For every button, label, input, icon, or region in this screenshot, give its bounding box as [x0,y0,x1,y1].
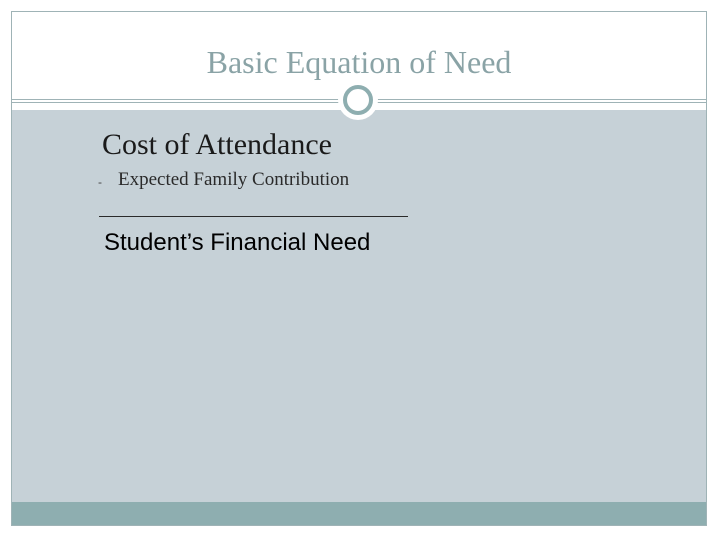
minus-operator: - [98,175,102,189]
footer-bar [12,502,706,525]
content-area [12,110,706,502]
expected-family-contribution-text: Expected Family Contribution [118,169,350,190]
slide-title: Basic Equation of Need [206,44,512,80]
financial-need-result-text: Student’s Financial Need [104,229,371,256]
circle-ornament-icon [338,80,378,120]
sum-line [99,216,408,217]
cost-of-attendance-text: Cost of Attendance [102,128,332,161]
circle-ornament-ring [343,85,373,115]
